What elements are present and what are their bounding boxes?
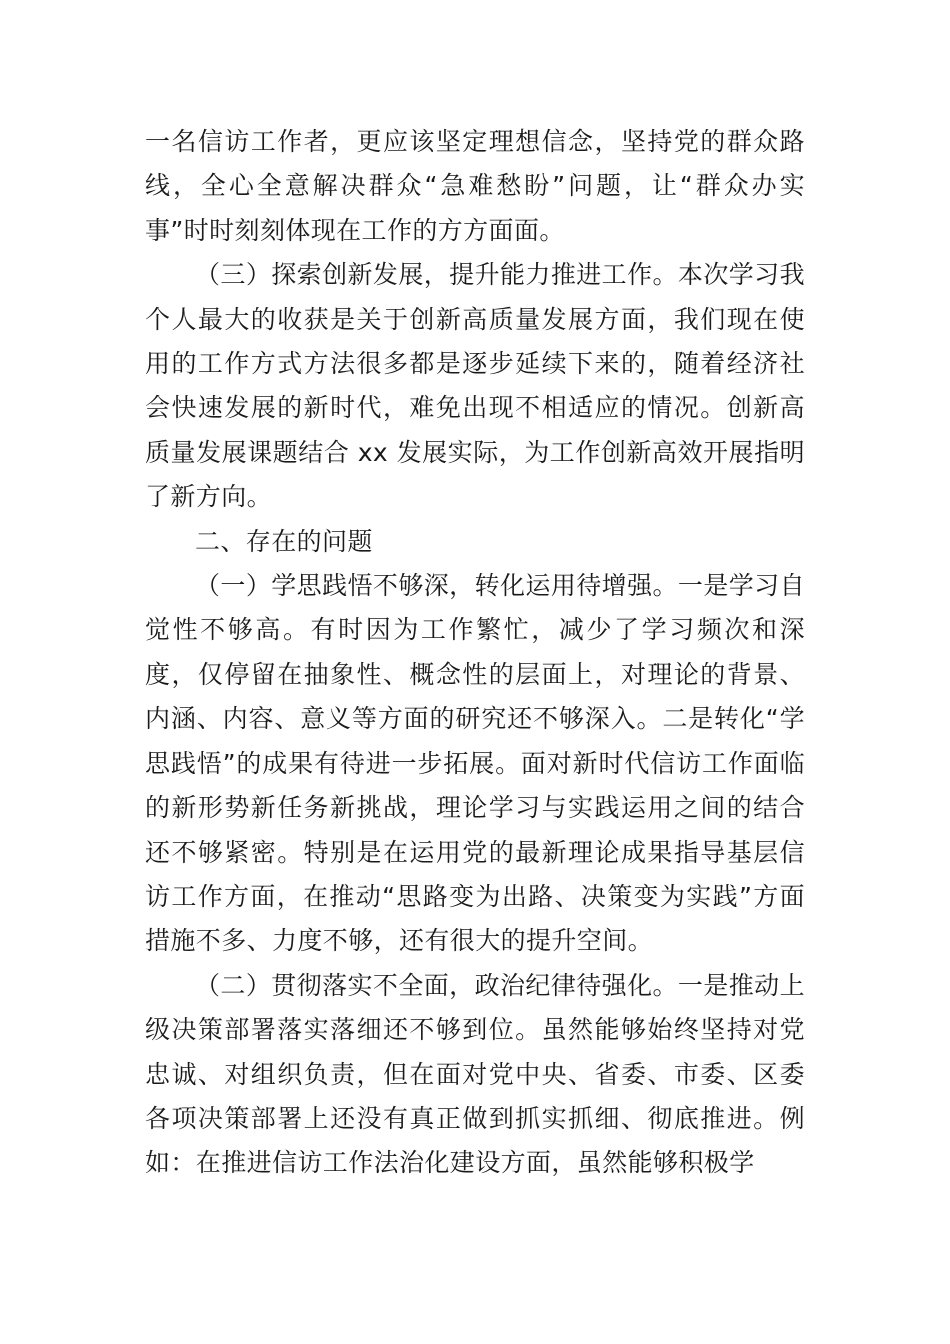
paragraph-section-3: （三）探索创新发展，提升能力推进工作。本次学习我个人最大的收获是关于创新高质量发展方面，我们现在使用的工作方式方法很多都是逐步延续下来的，随着经济社会快速发展的新时代，难免出现不相适应的情况。创新高质量发展课题结合 xx 发展实际，为工作创新高效开展指明了新方向。 bbox=[145, 260, 805, 512]
section-heading-problems: 二、存在的问题 bbox=[195, 526, 373, 556]
paragraph-problem-2: （二）贯彻落实不全面，政治纪律待强化。一是推动上级决策部署落实落细还不够到位。虽然能够始终坚持对党忠诚、对组织负责，但在面对党中央、省委、市委、区委各项决策部署上还没有真正做到抓实抓细、彻底推进。例如：在推进信访工作法治化建设方面，虽然能够积极学 bbox=[145, 970, 805, 1178]
paragraph-continuation: 一名信访工作者，更应该坚定理想信念，坚持党的群众路线，全心全意解决群众“急难愁盼”问题，让“群众办实事”时时刻刻体现在工作的方方面面。 bbox=[145, 127, 805, 245]
paragraph-problem-1: （一）学思践悟不够深，转化运用待增强。一是学习自觉性不够高。有时因为工作繁忙，减少了学习频次和深度，仅停留在抽象性、概念性的层面上，对理论的背景、内涵、内容、意义等方面的研究还不够深入。二是转化“学思践悟”的成果有待进一步拓展。面对新时代信访工作面临的新形势新任务新挑战，理论学习与实践运用之间的结合还不够紧密。特别是在运用党的最新理论成果指导基层信访工作方面，在推动“思路变为出路、决策变为实践”方面措施不多、力度不够，还有很大的提升空间。 bbox=[145, 571, 805, 956]
document-body bbox=[145, 120, 805, 1186]
